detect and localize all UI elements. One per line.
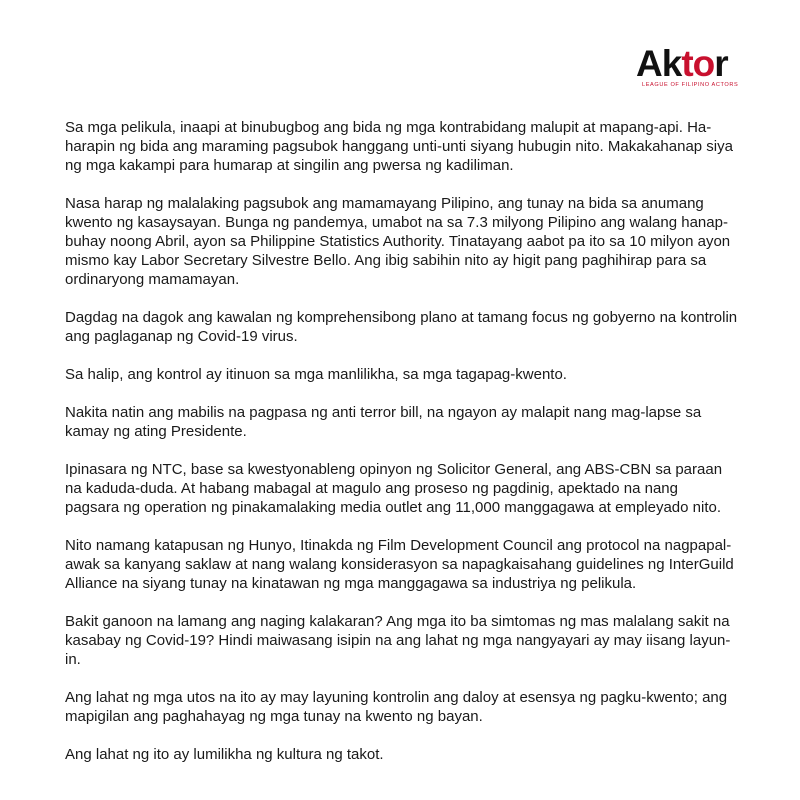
paragraph-line: kwento ng kasaysayan. Bunga ng pandemya, umabot na sa 7.3 milyong Pilipino ang walang hanap- (65, 214, 728, 231)
paragraph-line: Ang lahat ng mga utos na ito ay may layuning kontrolin ang daloy at esensya ng pagku-kwento; ang (65, 689, 728, 706)
paragraph (65, 403, 755, 441)
paragraph-line: Sa mga pelikula, inaapi at binubugbog ang bida ng mga kontrabidang malupit at mapang-api. Ha- (65, 119, 712, 136)
paragraph-line: Ang lahat ng ito ay lumilikha ng kultura ng takot. (65, 746, 384, 763)
paragraph-line: Nasa harap ng malalaking pagsubok ang mamamayang Pilipino, ang tunay na bida sa anumang (65, 195, 704, 212)
paragraph (65, 536, 755, 593)
paragraph-line: ordinaryong mamamayan. (65, 271, 240, 288)
paragraph-line: Nito namang katapusan ng Hunyo, Itinakda ng Film Development Council ang protocol na nagpapal- (65, 537, 732, 554)
paragraph-line: awak sa kanyang saklaw at nang walang konsiderasyon sa napagkaisahang guidelines ng InterGuild (65, 556, 734, 573)
paragraph (65, 460, 755, 517)
aktor-logo (636, 44, 760, 90)
paragraph-line: Sa halip, ang kontrol ay itinuon sa mga manlilikha, sa mga tagapag-kwento. (65, 366, 567, 383)
paragraph-line: Ipinasara ng NTC, base sa kwestyonableng opinyon ng Solicitor General, ang ABS-CBN sa paraan (65, 461, 723, 478)
paragraph-line: mapigilan ang paghahayag ng mga tunay na kwento ng bayan. (65, 708, 483, 725)
paragraph-line: ang paglaganap ng Covid-19 virus. (65, 328, 298, 345)
paragraph (65, 308, 755, 346)
paragraph-line: in. (65, 651, 81, 668)
paragraph (65, 194, 755, 289)
paragraph-line: pagsara ng operation ng pinakamalaking media outlet ang 11,000 manggagawa at empleyado nito. (65, 499, 722, 516)
logo-tagline: LEAGUE OF FILIPINO ACTORS (642, 82, 739, 88)
logo-wordmark: Aktor (636, 43, 728, 84)
paragraph-line: Bakit ganoon na lamang ang naging kalakaran? Ang mga ito ba simtomas ng mas malalang sakit na (65, 613, 730, 630)
paragraph-line: kamay ng ating Presidente. (65, 423, 247, 440)
paragraph-line: ng mga kakampi para humarap at singilin ang pwersa ng kadiliman. (65, 157, 514, 174)
paragraph (65, 118, 755, 175)
paragraph-line: na kaduda-duda. At habang mabagal at magulo ang proseso ng pagdinig, apektado na nang (65, 480, 678, 497)
paragraph-line: buhay noong Abril, ayon sa Philippine Statistics Authority. Tinatayang aabot pa ito sa 10 milyon ayon (65, 233, 731, 250)
paragraph-line: Nakita natin ang mabilis na pagpasa ng anti terror bill, na ngayon ay malapit nang mag-lapse sa (65, 404, 702, 421)
paragraph-line: harapin ng bida ang maraming pagsubok hanggang unti-unti siyang hubugin nito. Makakahanap siya (65, 138, 733, 155)
paragraph-line: Dagdag na dagok ang kawalan ng komprehensibong plano at tamang focus ng gobyerno na kontrolin (65, 309, 738, 326)
paragraph (65, 688, 755, 726)
paragraph-line: kasabay ng Covid-19? Hindi maiwasang isipin na ang lahat ng mga nangyayari ay may iisang layun- (65, 632, 731, 649)
paragraph (65, 365, 755, 384)
statement-body (65, 118, 755, 783)
paragraph (65, 612, 755, 669)
paragraph-line: mismo kay Labor Secretary Silvestre Bello. Ang ibig sabihin nito ay higit pang paghihirap para sa (65, 252, 707, 269)
paragraph-line: Alliance na siyang tunay na kinatawan ng mga manggagawa sa industriya ng pelikula. (65, 575, 637, 592)
paragraph (65, 745, 755, 764)
